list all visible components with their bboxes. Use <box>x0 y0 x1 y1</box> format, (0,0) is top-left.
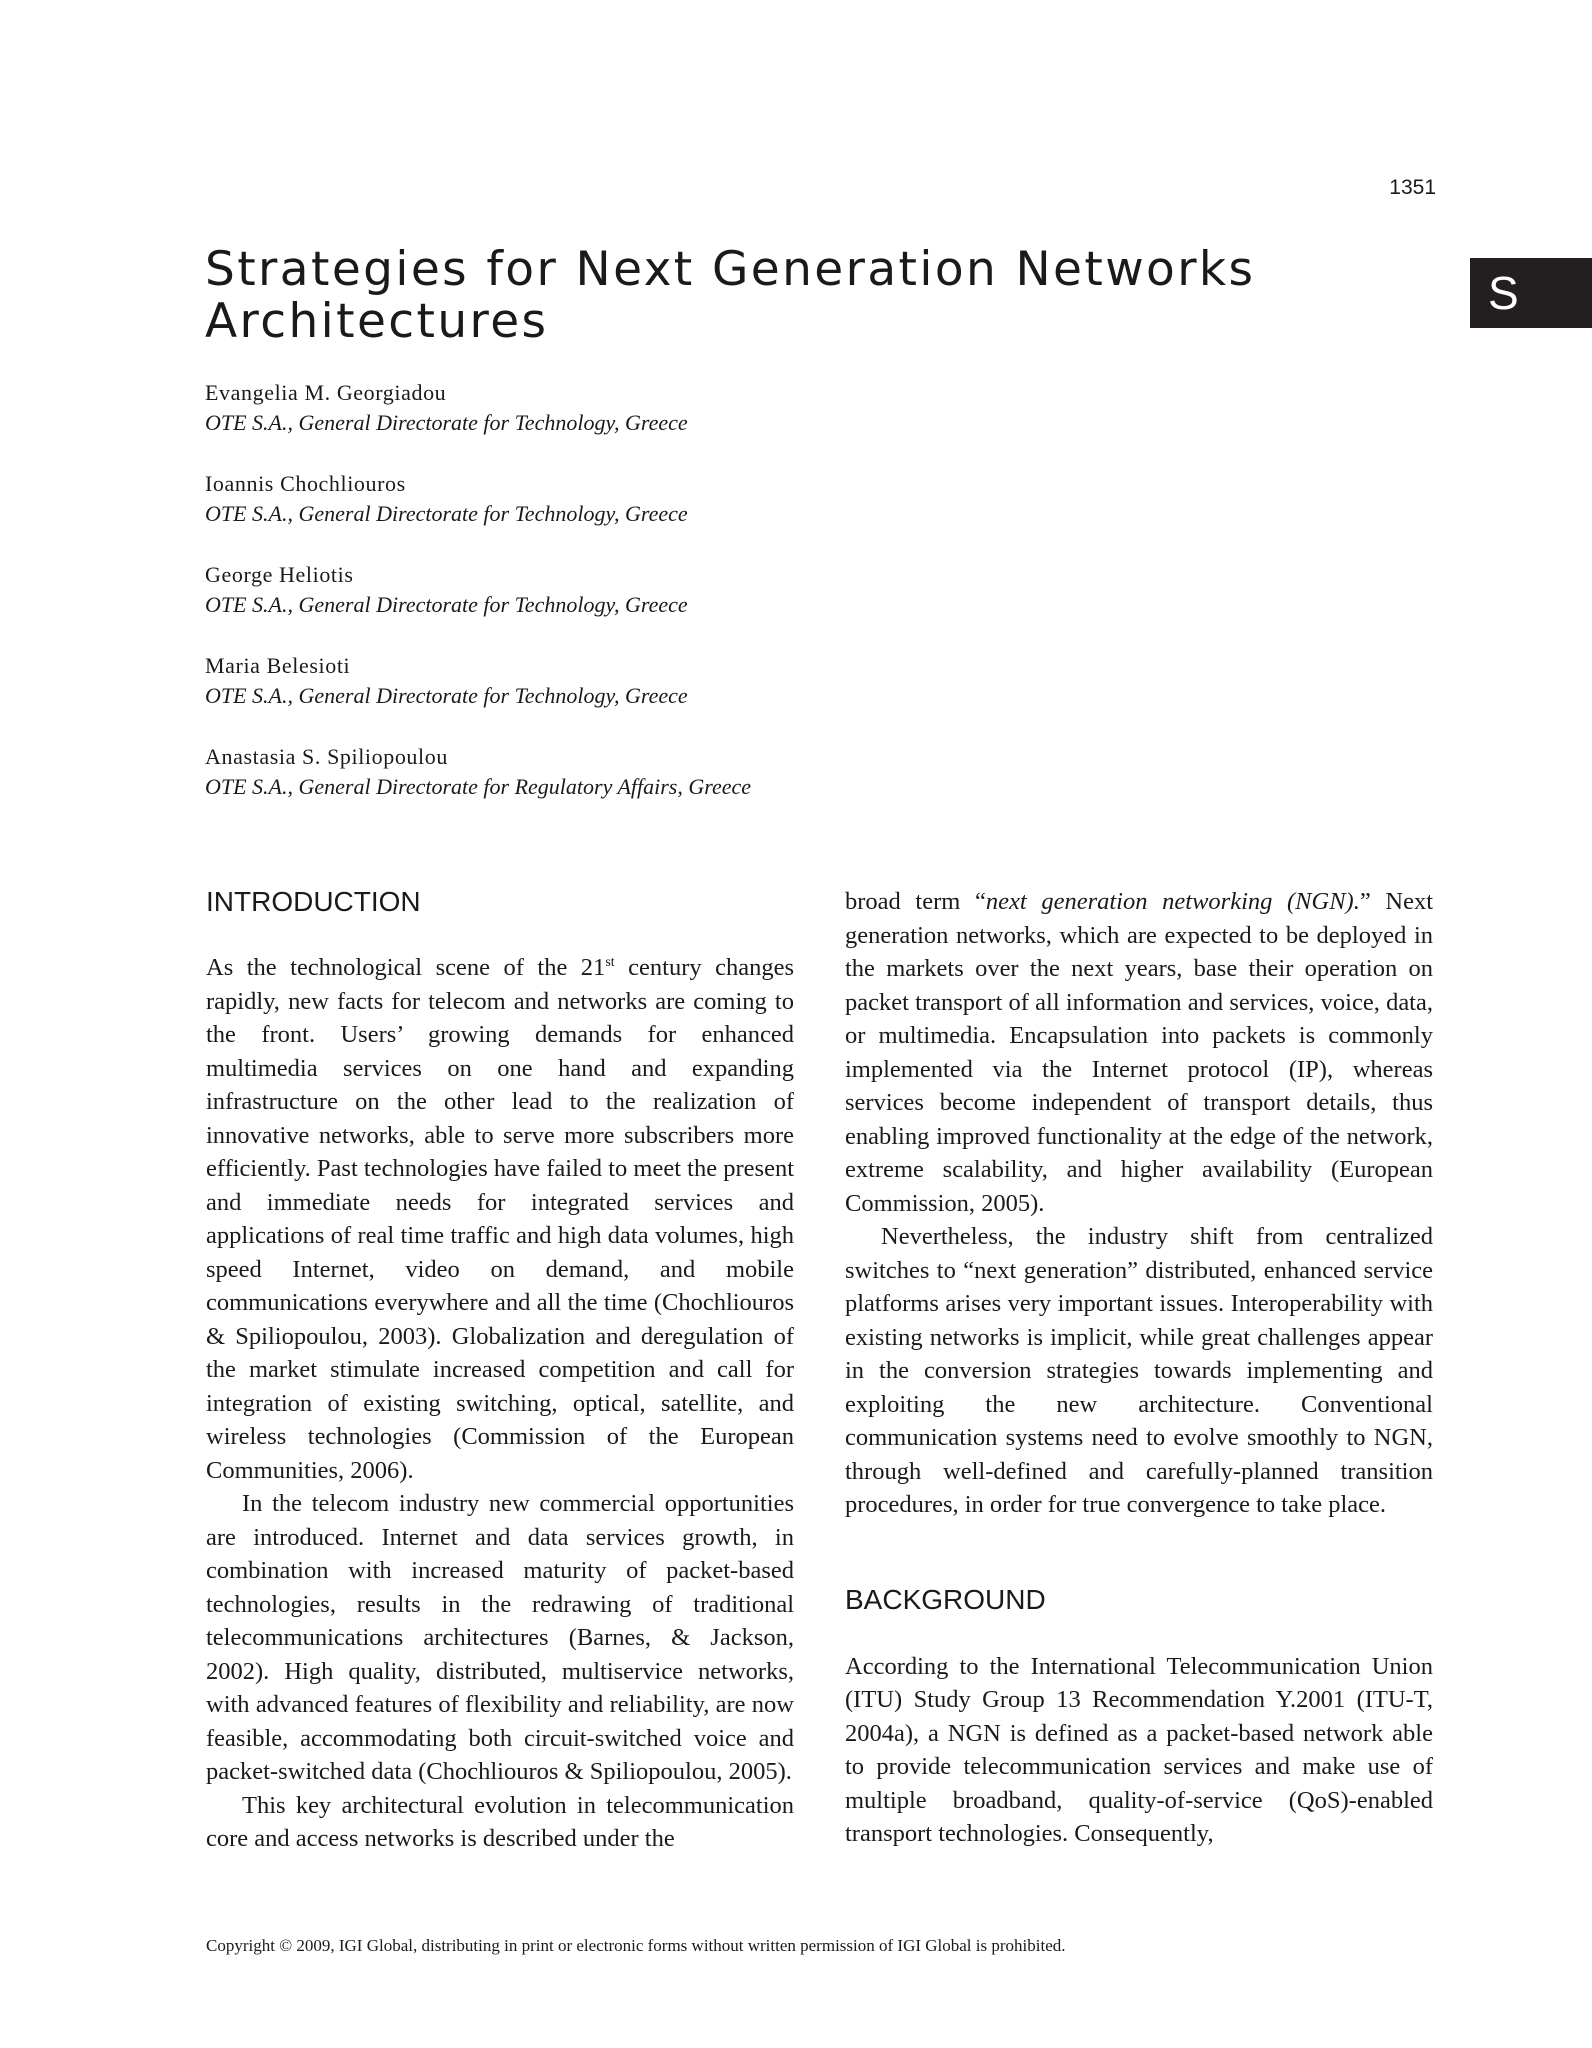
author-affiliation: OTE S.A., General Directorate for Regulatory Affairs, Greece <box>205 774 752 799</box>
intro-paragraph-1 <box>206 951 794 1487</box>
author-affiliation: OTE S.A., General Directorate for Technology, Greece <box>205 683 688 708</box>
intro-p3-cont-rest: ” Next generation networks, which are expected to be deployed in the markets over the next years, base their operation on packet transport of all information and services, voice, data, or multimedia. Encapsulation into packets is commonly implemented via the Internet protocol (IP), whereas services become independent of transport details, thus enabling improved functionality at the edge of the network, extreme scalability, and higher availability (European Commission, 2005). <box>845 888 1434 1217</box>
right-column <box>845 885 1433 1851</box>
author-block <box>205 378 1205 469</box>
intro-p3-cont-start: broad term “ <box>845 888 986 915</box>
intro-p1-start: As the technological scene of the 21 <box>206 954 606 981</box>
author-block <box>205 560 1205 651</box>
author-affiliation: OTE S.A., General Directorate for Technology, Greece <box>205 410 688 435</box>
intro-paragraph-2: In the telecom industry new commercial opportunities are introduced. Internet and data services growth, in combination with increased maturity of packet-based technologies, results in the redrawing of traditional telecommunications architectures (Barnes, & Jackson, 2002). High quality, distributed, multiservice networks, with advanced features of flexibility and reliability, are now feasible, accommodating both circuit-switched voice and packet-switched data (Chochliouros & Spiliopoulou, 2005). <box>206 1490 794 1785</box>
author-name: Evangelia M. Georgiadou <box>205 380 447 405</box>
author-name: George Heliotis <box>205 562 354 587</box>
author-affiliation: OTE S.A., General Directorate for Technology, Greece <box>205 592 688 617</box>
intro-paragraph-4: Nevertheless, the industry shift from centralized switches to “next generation” distributed, enhanced service platforms arises very important issues. Interoperability with existing networks is implicit, while great challenges appear in the conversion strategies towards implementing and exploiting the new architecture. Conventional communication systems need to evolve smoothly to NGN, through well-defined and carefully-planned transition procedures, in order for true convergence to take place. <box>845 1223 1433 1518</box>
author-affiliation: OTE S.A., General Directorate for Technology, Greece <box>205 501 688 526</box>
section-tab: S <box>1470 258 1592 328</box>
background-paragraph-1: According to the International Telecommunication Union (ITU) Study Group 13 Recommendation Y.2001 (ITU-T, 2004a), a NGN is defined as a packet-based network able to provide telecommunication services and make use of multiple broadband, quality-of-service (QoS)-enabled transport technologies. Consequently, <box>845 1652 1433 1847</box>
author-block <box>205 651 1205 742</box>
ordinal-superscript: st <box>605 955 615 970</box>
ngn-term: next generation networking (NGN). <box>985 888 1360 915</box>
background-heading: BACKGROUND <box>845 1583 1046 1615</box>
author-name: Anastasia S. Spiliopoulou <box>205 744 448 769</box>
intro-p1-rest: century changes rapidly, new facts for telecom and networks are coming to the front. Users’ growing demands for enhanced multimedia services on one hand and expanding infrastructure on the other lead to the realization of innovative networks, able to serve more subscribers more efficiently. Past technologies have failed to meet the present and immediate needs for integrated services and applications of real time traffic and high data volumes, high speed Internet, video on demand, and mobile communications everywhere and all the time (Chochliouros & Spiliopoulou, 2003). Globalization and deregulation of the market stimulate increased competition and call for integration of existing switching, optical, satellite, and wireless technologies (Commission of the European Communities, 2006). <box>206 954 795 1484</box>
article-title: Strategies for Next Generation Networks Architectures <box>205 242 1256 349</box>
copyright-notice: Copyright © 2009, IGI Global, distributing in print or electronic forms without written permission of IGI Global is prohibited. <box>206 1936 1066 1955</box>
left-column <box>206 885 794 1856</box>
author-block <box>205 742 1205 833</box>
intro-paragraph-3-continued <box>845 885 1433 1220</box>
author-block <box>205 469 1205 560</box>
author-list <box>205 378 1205 833</box>
introduction-heading: INTRODUCTION <box>206 886 421 917</box>
author-name: Ioannis Chochliouros <box>205 471 406 496</box>
intro-paragraph-3: This key architectural evolution in telecommunication core and access networks is described under the <box>206 1791 794 1852</box>
author-name: Maria Belesioti <box>205 653 351 678</box>
page-number: 1351 <box>1389 176 1436 199</box>
